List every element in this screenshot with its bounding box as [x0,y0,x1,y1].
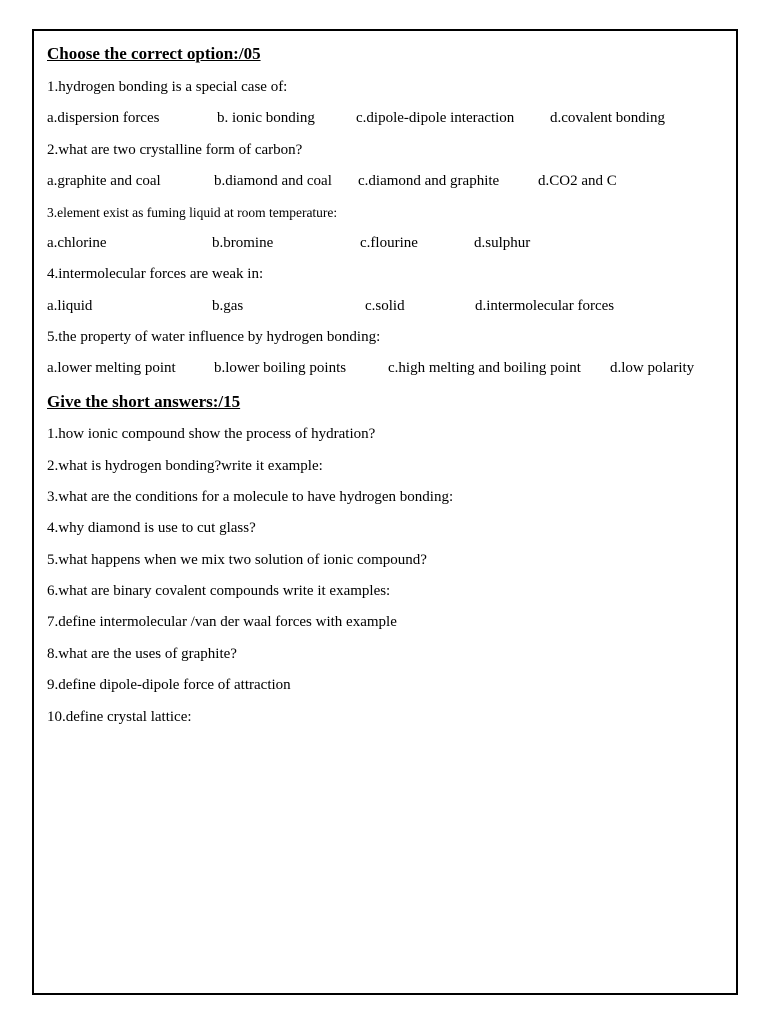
mcq-1-option-a: a.dispersion forces [47,110,160,126]
mcq-section-heading: Choose the correct option:/05 [47,44,261,63]
short-question-9: 9.define dipole-dipole force of attraction [47,677,291,693]
mcq-3-option-c: c.flourine [360,235,418,251]
mcq-2-option-c: c.diamond and graphite [358,173,500,189]
short-question-3: 3.what are the conditions for a molecule to have hydrogen bonding: [47,489,454,505]
short-question-1: 1.how ionic compound show the process of hydration? [47,426,376,442]
short-question-2: 2.what is hydrogen bonding?write it example: [47,458,323,474]
mcq-5-option-b: b.lower boiling points [214,360,347,376]
short-question-5: 5.what happens when we mix two solution of ionic compound? [47,552,427,568]
mcq-question-5: 5.the property of water influence by hydrogen bonding: [47,329,381,345]
mcq-4-option-d: d.intermolecular forces [475,298,615,314]
mcq-4-option-b: b.gas [212,298,244,314]
short-question-10: 10.define crystal lattice: [47,709,192,725]
mcq-5-option-d: d.low polarity [610,360,695,376]
short-question-4: 4.why diamond is use to cut glass? [47,520,256,536]
short-question-8: 8.what are the uses of graphite? [47,646,237,662]
mcq-question-1: 1.hydrogen bonding is a special case of: [47,79,288,95]
mcq-5-option-a: a.lower melting point [47,360,176,376]
mcq-4-option-c: c.solid [365,298,405,314]
mcq-1-option-d: d.covalent bonding [550,110,665,126]
mcq-3-option-a: a.chlorine [47,235,107,251]
short-answer-section-heading: Give the short answers:/15 [47,392,241,411]
mcq-4-option-a: a.liquid [47,298,93,314]
mcq-question-4: 4.intermolecular forces are weak in: [47,266,264,282]
short-question-7: 7.define intermolecular /van der waal forces with example [47,614,397,630]
mcq-2-option-a: a.graphite and coal [47,173,161,189]
mcq-question-2: 2.what are two crystalline form of carbon? [47,142,303,158]
mcq-1-option-b: b. ionic bonding [217,110,315,126]
mcq-2-option-b: b.diamond and coal [214,173,332,189]
short-question-6: 6.what are binary covalent compounds write it examples: [47,583,391,599]
mcq-5-option-c: c.high melting and boiling point [388,360,581,376]
mcq-2-option-d: d.CO2 and C [538,173,617,189]
mcq-3-option-b: b.bromine [212,235,274,251]
mcq-question-3: 3.element exist as fuming liquid at room temperature: [47,205,338,220]
mcq-1-option-c: c.dipole-dipole interaction [356,110,515,126]
mcq-3-option-d: d.sulphur [474,235,531,251]
